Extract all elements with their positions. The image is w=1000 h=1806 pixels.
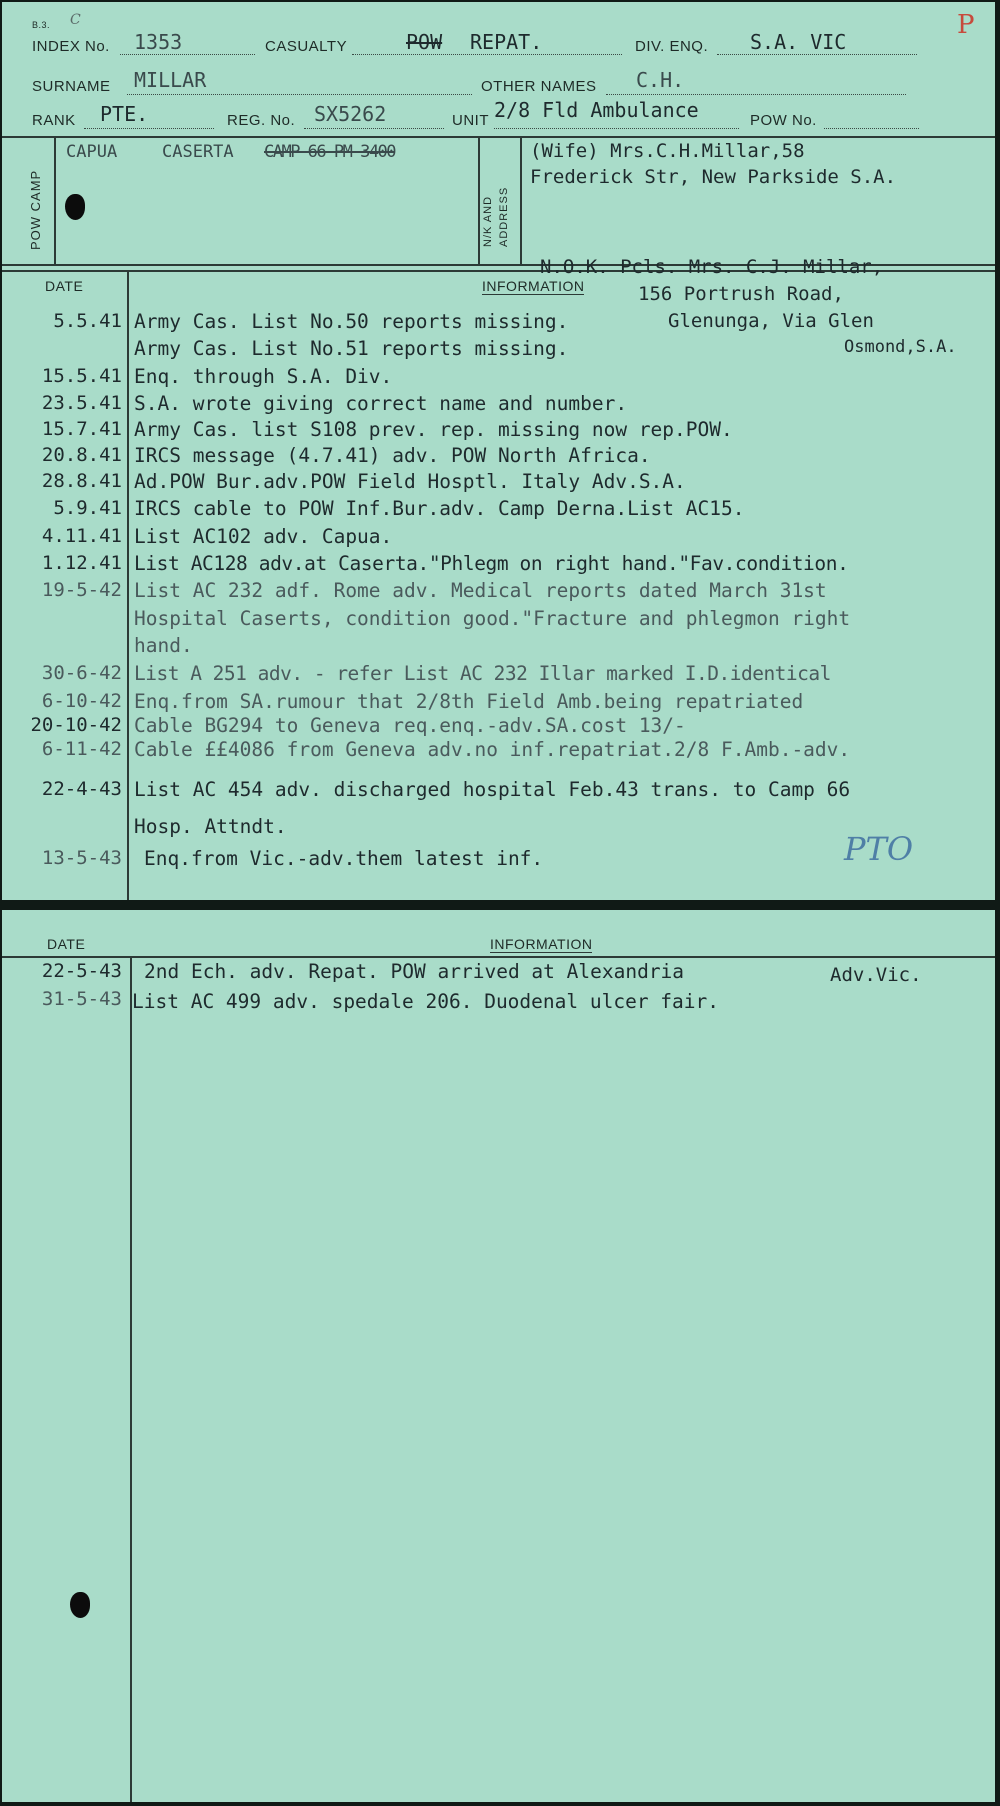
address-line-1: (Wife) Mrs.C.H.Millar,58 [530, 140, 805, 162]
entry-text: Enq.from Vic.-adv.them latest inf. [144, 847, 544, 870]
date-header: DATE [45, 278, 84, 294]
entry-text: List AC 232 adf. Rome adv. Medical reports dated March 31st [134, 579, 827, 602]
date-header: DATE [47, 936, 86, 952]
record-card-back [2, 910, 995, 1802]
information-header: INFORMATION [482, 278, 585, 294]
entry-text: List AC 454 adv. discharged hospital Feb.43 trans. to Camp 66 [134, 778, 851, 801]
nk-address-label-1: N/K AND [482, 195, 494, 247]
rank-value: PTE. [100, 102, 149, 126]
entry-date: 1.12.41 [41, 552, 122, 574]
entry-text: Enq. through S.A. Div. [134, 365, 393, 388]
rank-label: RANK [32, 112, 76, 129]
information-header: INFORMATION [490, 936, 593, 952]
entry-date: 19-5-42 [41, 579, 122, 601]
corner-mark: P [957, 10, 975, 40]
entry-text: Army Cas. List No.50 reports missing. [134, 310, 569, 333]
pow-camp-2: CASERTA [162, 142, 234, 162]
address-line-2: Frederick Str, New Parkside S.A. [530, 166, 897, 188]
entry-date: 13-5-43 [41, 847, 122, 869]
pow-camp-label: POW CAMP [28, 169, 43, 250]
reg-no-value: SX5262 [314, 102, 387, 126]
unit-label: UNIT [452, 112, 489, 129]
unit-value: 2/8 Fld Ambulance [494, 98, 699, 122]
entry-date: 22-4-43 [41, 778, 122, 800]
entry-text: Army Cas. List No.51 reports missing. [134, 337, 569, 360]
nok-line-2: 156 Portrush Road, [638, 283, 844, 305]
entry-date: 6-11-42 [41, 738, 122, 760]
entry-text: S.A. wrote giving correct name and number. [134, 392, 628, 415]
entry-date: 5.5.41 [53, 310, 122, 332]
entry-text: List A 251 adv. - refer List AC 232 Illar marked I.D.identical [134, 662, 831, 685]
div-enq-label: DIV. ENQ. [635, 38, 709, 55]
entry-text: List AC 499 adv. spedale 206. Duodenal ulcer fair. [132, 990, 719, 1013]
entry-date: 6-10-42 [41, 690, 122, 712]
pow-camp-struck: CAMP 66 PM 3400 [264, 142, 396, 162]
entry-text: hand. [134, 634, 193, 657]
entry-text: Ad.POW Bur.adv.POW Field Hosptl. Italy Adv.S.A. [134, 470, 686, 493]
entry-text: List AC128 adv.at Caserta."Phlegm on right hand."Fav.condition. [134, 552, 849, 575]
index-no-label: INDEX No. [32, 38, 110, 55]
casualty-label: CASUALTY [265, 38, 348, 55]
entry-date: 20-10-42 [30, 714, 122, 736]
reg-no-label: REG. No. [227, 112, 296, 129]
other-names-label: OTHER NAMES [481, 78, 597, 95]
entry-date: 28.8.41 [41, 470, 122, 492]
casualty-struck-value: POW [406, 30, 443, 54]
other-names-value: C.H. [636, 68, 685, 92]
entry-date: 23.5.41 [41, 392, 122, 414]
entry-date: 5.9.41 [53, 497, 122, 519]
entry-date: 22-5-43 [41, 960, 122, 982]
entry-text: Cable ££4086 from Geneva adv.no inf.repatriat.2/8 F.Amb.-adv. [134, 738, 851, 761]
pencil-mark: C [70, 12, 81, 28]
entry-text: IRCS cable to POW Inf.Bur.adv. Camp Derna.List AC15. [134, 497, 745, 520]
entry-text: IRCS message (4.7.41) adv. POW North Africa. [134, 444, 651, 467]
nk-address-label-2: ADDRESS [498, 186, 510, 247]
punch-hole [65, 194, 85, 220]
entry-date: 31-5-43 [41, 988, 122, 1010]
nok-line-1: N.O.K. Pcls. Mrs. C.J. Millar, [540, 256, 884, 278]
record-card-front [2, 2, 995, 900]
pow-no-label: POW No. [750, 112, 817, 129]
entry-date: 4.11.41 [41, 525, 122, 547]
entry-text: Hospital Caserts, condition good."Fracture and phlegmon right [134, 607, 851, 630]
form-code: B.3. [32, 20, 51, 30]
pow-camp-1: CAPUA [66, 142, 118, 162]
entry-text: 2nd Ech. adv. Repat. POW arrived at Alexandria [144, 960, 685, 983]
entry-extra: Adv.Vic. [830, 964, 922, 986]
punch-hole [70, 1592, 90, 1618]
entry-text: Hosp. Attndt. [134, 815, 287, 838]
entry-date: 15.5.41 [41, 365, 122, 387]
div-enq-value: S.A. VIC [750, 30, 847, 54]
entry-date: 15.7.41 [41, 418, 122, 440]
entry-date: 30-6-42 [41, 662, 122, 684]
nok-line-3: Glenunga, Via Glen [668, 310, 874, 332]
index-no-value: 1353 [134, 30, 183, 54]
entry-text: List AC102 adv. Capua. [134, 525, 393, 548]
nok-line-4: Osmond,S.A. [844, 337, 957, 357]
entry-text: Cable BG294 to Geneva req.enq.-adv.SA.cost 13/- [134, 714, 686, 737]
entry-text: Army Cas. list S108 prev. rep. missing now rep.POW. [134, 418, 733, 441]
entry-date: 20.8.41 [41, 444, 122, 466]
entry-text: Enq.from SA.rumour that 2/8th Field Amb.being repatriated [134, 690, 804, 713]
surname-label: SURNAME [32, 78, 111, 95]
pto-mark: PTO [844, 830, 914, 868]
surname-value: MILLAR [134, 68, 207, 92]
casualty-value: REPAT. [470, 30, 543, 54]
